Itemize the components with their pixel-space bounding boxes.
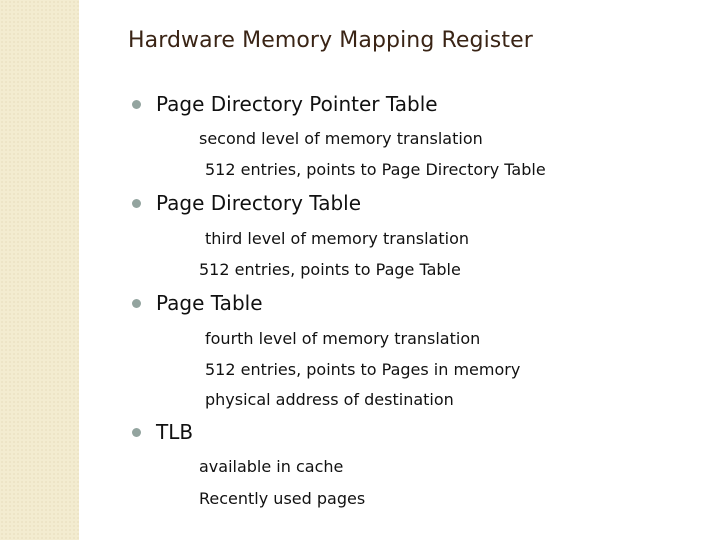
sub-item: Recently used pages: [199, 489, 366, 508]
bullet-label: Page Directory Table: [156, 191, 362, 215]
sub-item: 512 entries, points to Page Directory Table: [205, 160, 546, 179]
bullet-item-page-directory-pointer-table: [132, 91, 438, 117]
sub-item: physical address of destination: [205, 390, 454, 409]
bullet-label: TLB: [156, 420, 194, 444]
sub-item: 512 entries, points to Page Table: [199, 260, 461, 279]
slide-title: Hardware Memory Mapping Register: [128, 28, 533, 53]
bullet-item-tlb: [132, 419, 193, 445]
sub-item: available in cache: [199, 457, 344, 476]
sub-item: second level of memory translation: [199, 129, 483, 148]
bullet-icon: [132, 100, 141, 109]
sub-item: fourth level of memory translation: [205, 329, 481, 348]
left-decorative-strip: [0, 0, 79, 540]
bullet-icon: [132, 299, 141, 308]
bullet-label: Page Table: [156, 291, 263, 315]
bullet-item-page-directory-table: [132, 190, 361, 216]
sub-item: third level of memory translation: [205, 229, 470, 248]
bullet-icon: [132, 199, 141, 208]
bullet-label: Page Directory Pointer Table: [156, 92, 438, 116]
sub-item: 512 entries, points to Pages in memory: [205, 360, 521, 379]
bullet-item-page-table: [132, 290, 263, 316]
bullet-icon: [132, 428, 141, 437]
